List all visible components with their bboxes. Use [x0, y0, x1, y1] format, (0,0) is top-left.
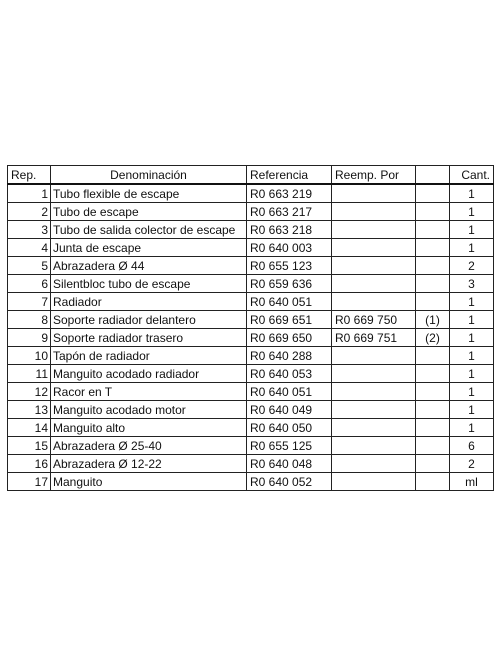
cell-rep: 13	[8, 401, 51, 419]
cell-denominacion: Radiador	[51, 293, 247, 311]
cell-reemp-por	[332, 383, 416, 401]
cell-note	[416, 221, 450, 239]
cell-referencia: R0 640 052	[247, 473, 332, 491]
cell-reemp-por	[332, 239, 416, 257]
cell-note	[416, 184, 450, 203]
cell-note	[416, 257, 450, 275]
cell-reemp-por	[332, 203, 416, 221]
cell-cant: 1	[450, 293, 494, 311]
cell-reemp-por	[332, 293, 416, 311]
table-body	[8, 184, 494, 491]
cell-rep: 12	[8, 383, 51, 401]
cell-referencia: R0 640 050	[247, 419, 332, 437]
cell-cant: 1	[450, 419, 494, 437]
table-row	[8, 455, 494, 473]
table-row	[8, 239, 494, 257]
cell-note	[416, 401, 450, 419]
cell-rep: 1	[8, 184, 51, 203]
table-row	[8, 275, 494, 293]
cell-referencia: R0 640 051	[247, 293, 332, 311]
cell-denominacion: Junta de escape	[51, 239, 247, 257]
cell-cant: 1	[450, 221, 494, 239]
cell-rep: 8	[8, 311, 51, 329]
table-row	[8, 365, 494, 383]
table-row	[8, 347, 494, 365]
cell-referencia: R0 669 651	[247, 311, 332, 329]
header-reemp-por: Reemp. Por	[332, 166, 416, 185]
cell-cant: 3	[450, 275, 494, 293]
cell-rep: 14	[8, 419, 51, 437]
cell-referencia: R0 640 048	[247, 455, 332, 473]
cell-referencia: R0 663 218	[247, 221, 332, 239]
cell-cant: 1	[450, 365, 494, 383]
cell-cant: 1	[450, 383, 494, 401]
cell-note	[416, 293, 450, 311]
cell-denominacion: Tubo flexible de escape	[51, 184, 247, 203]
cell-note	[416, 275, 450, 293]
cell-reemp-por	[332, 419, 416, 437]
cell-referencia: R0 640 051	[247, 383, 332, 401]
cell-cant: 1	[450, 203, 494, 221]
cell-reemp-por	[332, 221, 416, 239]
cell-cant: 1	[450, 401, 494, 419]
cell-rep: 2	[8, 203, 51, 221]
cell-rep: 7	[8, 293, 51, 311]
table-row	[8, 401, 494, 419]
cell-reemp-por	[332, 257, 416, 275]
cell-referencia: R0 663 217	[247, 203, 332, 221]
cell-denominacion: Racor en T	[51, 383, 247, 401]
table-row	[8, 437, 494, 455]
cell-referencia: R0 640 049	[247, 401, 332, 419]
cell-denominacion: Tubo de salida colector de escape	[51, 221, 247, 239]
cell-cant: ml	[450, 473, 494, 491]
cell-cant: 1	[450, 184, 494, 203]
cell-referencia: R0 655 123	[247, 257, 332, 275]
table-row	[8, 184, 494, 203]
cell-reemp-por	[332, 437, 416, 455]
cell-note	[416, 473, 450, 491]
cell-note	[416, 419, 450, 437]
cell-cant: 1	[450, 239, 494, 257]
cell-cant: 2	[450, 455, 494, 473]
cell-note: (1)	[416, 311, 450, 329]
header-cant: Cant.	[450, 166, 494, 185]
cell-denominacion: Tubo de escape	[51, 203, 247, 221]
table-row	[8, 383, 494, 401]
cell-note	[416, 347, 450, 365]
cell-denominacion: Abrazadera Ø 44	[51, 257, 247, 275]
cell-rep: 3	[8, 221, 51, 239]
cell-denominacion: Tapón de radiador	[51, 347, 247, 365]
cell-rep: 15	[8, 437, 51, 455]
cell-rep: 4	[8, 239, 51, 257]
cell-referencia: R0 659 636	[247, 275, 332, 293]
parts-table	[7, 165, 494, 491]
cell-reemp-por: R0 669 750	[332, 311, 416, 329]
cell-rep: 10	[8, 347, 51, 365]
cell-cant: 1	[450, 311, 494, 329]
cell-rep: 17	[8, 473, 51, 491]
table-row	[8, 419, 494, 437]
cell-rep: 11	[8, 365, 51, 383]
cell-reemp-por	[332, 455, 416, 473]
table-row	[8, 311, 494, 329]
cell-reemp-por	[332, 275, 416, 293]
cell-rep: 5	[8, 257, 51, 275]
cell-note	[416, 203, 450, 221]
cell-reemp-por	[332, 184, 416, 203]
table-row	[8, 293, 494, 311]
cell-note	[416, 239, 450, 257]
cell-denominacion: Manguito	[51, 473, 247, 491]
cell-note	[416, 437, 450, 455]
cell-cant: 1	[450, 347, 494, 365]
table-row	[8, 329, 494, 347]
cell-rep: 9	[8, 329, 51, 347]
header-note	[416, 166, 450, 185]
cell-reemp-por	[332, 347, 416, 365]
cell-denominacion: Soporte radiador delantero	[51, 311, 247, 329]
cell-cant: 6	[450, 437, 494, 455]
cell-denominacion: Manguito acodado radiador	[51, 365, 247, 383]
cell-rep: 16	[8, 455, 51, 473]
table-row	[8, 473, 494, 491]
cell-note	[416, 455, 450, 473]
cell-referencia: R0 655 125	[247, 437, 332, 455]
cell-referencia: R0 669 650	[247, 329, 332, 347]
cell-note: (2)	[416, 329, 450, 347]
cell-denominacion: Soporte radiador trasero	[51, 329, 247, 347]
cell-denominacion: Manguito alto	[51, 419, 247, 437]
cell-referencia: R0 663 219	[247, 184, 332, 203]
table-row	[8, 203, 494, 221]
cell-reemp-por	[332, 473, 416, 491]
cell-denominacion: Silentbloc tubo de escape	[51, 275, 247, 293]
header-referencia: Referencia	[247, 166, 332, 185]
cell-denominacion: Abrazadera Ø 12-22	[51, 455, 247, 473]
table-row	[8, 257, 494, 275]
cell-referencia: R0 640 003	[247, 239, 332, 257]
cell-denominacion: Abrazadera Ø 25-40	[51, 437, 247, 455]
header-rep: Rep.	[8, 166, 51, 185]
cell-cant: 2	[450, 257, 494, 275]
cell-note	[416, 365, 450, 383]
cell-cant: 1	[450, 329, 494, 347]
cell-denominacion: Manguito acodado motor	[51, 401, 247, 419]
table-row	[8, 221, 494, 239]
cell-reemp-por	[332, 401, 416, 419]
cell-referencia: R0 640 053	[247, 365, 332, 383]
header-denominacion: Denominación	[51, 166, 247, 185]
cell-reemp-por: R0 669 751	[332, 329, 416, 347]
cell-reemp-por	[332, 365, 416, 383]
cell-rep: 6	[8, 275, 51, 293]
table-header-row	[8, 166, 494, 185]
cell-note	[416, 383, 450, 401]
cell-referencia: R0 640 288	[247, 347, 332, 365]
